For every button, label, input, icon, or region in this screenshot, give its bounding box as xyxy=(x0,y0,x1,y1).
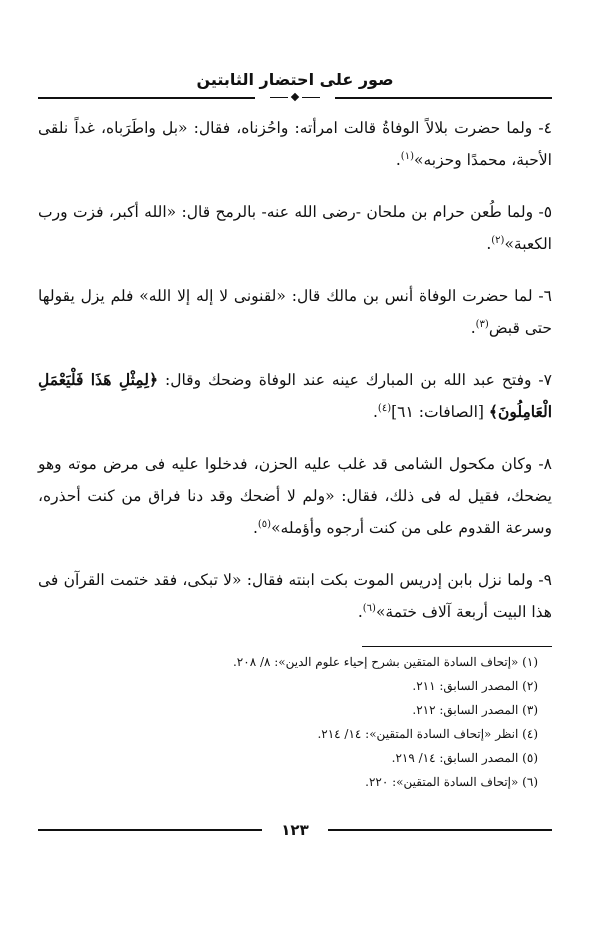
footnote-marker: (٢) xyxy=(491,234,505,246)
paragraph-text: لما حضرت الوفاة أنس بن مالك قال: «لقنونى لا إله إلا الله» فلم يزل يقولها حتى قبض xyxy=(38,287,552,337)
paragraph-number: ٨- xyxy=(532,455,552,473)
paragraph-5 xyxy=(38,196,552,260)
paragraph-end: . xyxy=(372,403,378,421)
paragraph-number: ٤- xyxy=(532,119,552,137)
paragraph-end: . xyxy=(252,519,258,537)
paragraph-end: . xyxy=(470,319,476,337)
header-ornament-icon xyxy=(255,91,335,103)
footnote-marker: (٣) xyxy=(475,318,489,330)
paragraph-7 xyxy=(38,364,552,428)
paragraph-number: ٧- xyxy=(531,371,552,389)
paragraph-number: ٥- xyxy=(533,203,553,221)
footnote-5: (٥) المصدر السابق: ١٤/ ٢١٩. xyxy=(391,751,538,765)
page-number: ١٢٣ xyxy=(262,820,328,840)
footnote-separator xyxy=(362,646,552,647)
footnote-marker: (٥) xyxy=(257,518,272,530)
paragraph-number: ٩- xyxy=(533,571,552,589)
paragraph-number: ٦- xyxy=(532,287,552,305)
paragraph-text: وكان مكحول الشامى قد غلب عليه الحزن، فدخلوا عليه فى مرض موته وهو يضحك، فقيل له فى ذلك، فقال: «ولم لا أضحك وقد دنا فراق من كنت أحذره، وسرعة القدوم على من كنت أرجوه وأؤمله» xyxy=(38,455,552,537)
footnote-3: (٣) المصدر السابق: ٢١٢. xyxy=(412,703,538,717)
footnote-1: (١) «إتحاف السادة المتقين بشرح إحياء علوم الدين»: ٨/ ٢٠٨. xyxy=(232,655,538,669)
footnote-4: (٤) انظر «إتحاف السادة المتقين»: ١٤/ ٢١٤. xyxy=(317,727,538,741)
paragraph-9 xyxy=(38,564,552,628)
running-head: صور على احتضار الثابتين xyxy=(196,70,394,89)
footnote-2: (٢) المصدر السابق: ٢١١. xyxy=(412,679,538,693)
footnote-6: (٦) «إتحاف السادة المتقين»: ٢٢٠. xyxy=(365,775,538,789)
paragraph-8 xyxy=(38,448,552,544)
paragraph-text: ولما حضرت بلالاً الوفاةُ قالت امرأته: واحُزناه، فقال: «بل واطَرَباه، غداً نلقى الأحبة، محمدًا وحزبه» xyxy=(38,119,552,169)
paragraph-text: وفتح عبد الله بن المبارك عينه عند الوفاة وضحك وقال: xyxy=(158,371,532,389)
paragraph-6 xyxy=(38,280,552,344)
quran-verse: ﴿لِمِثْلِ هَذَا فَلْيَعْمَلِ الْعَامِلُونَ﴾ xyxy=(38,370,552,421)
verse-reference: [الصافات: ٦١] xyxy=(391,403,489,421)
body-text xyxy=(38,112,552,628)
footnote-marker: (٦) xyxy=(362,602,376,614)
paragraph-end: . xyxy=(357,603,363,621)
footnotes xyxy=(38,650,538,794)
footnote-marker: (١) xyxy=(400,150,414,162)
paragraph-text: ولما نزل بابن إدريس الموت بكت ابنته فقال: «لا تبكى، فقد ختمت القرآن فى هذا البيت أربعة آلاف ختمة» xyxy=(38,571,552,621)
paragraph-end: . xyxy=(395,151,401,169)
footnote-marker: (٤) xyxy=(377,402,392,414)
paragraph-4 xyxy=(38,112,552,176)
paragraph-end: . xyxy=(486,235,492,253)
paragraph-text: ولما طُعن حرام بن ملحان -رضى الله عنه- بالرمح قال: «الله أكبر، فزت ورب الكعبة» xyxy=(38,203,552,253)
